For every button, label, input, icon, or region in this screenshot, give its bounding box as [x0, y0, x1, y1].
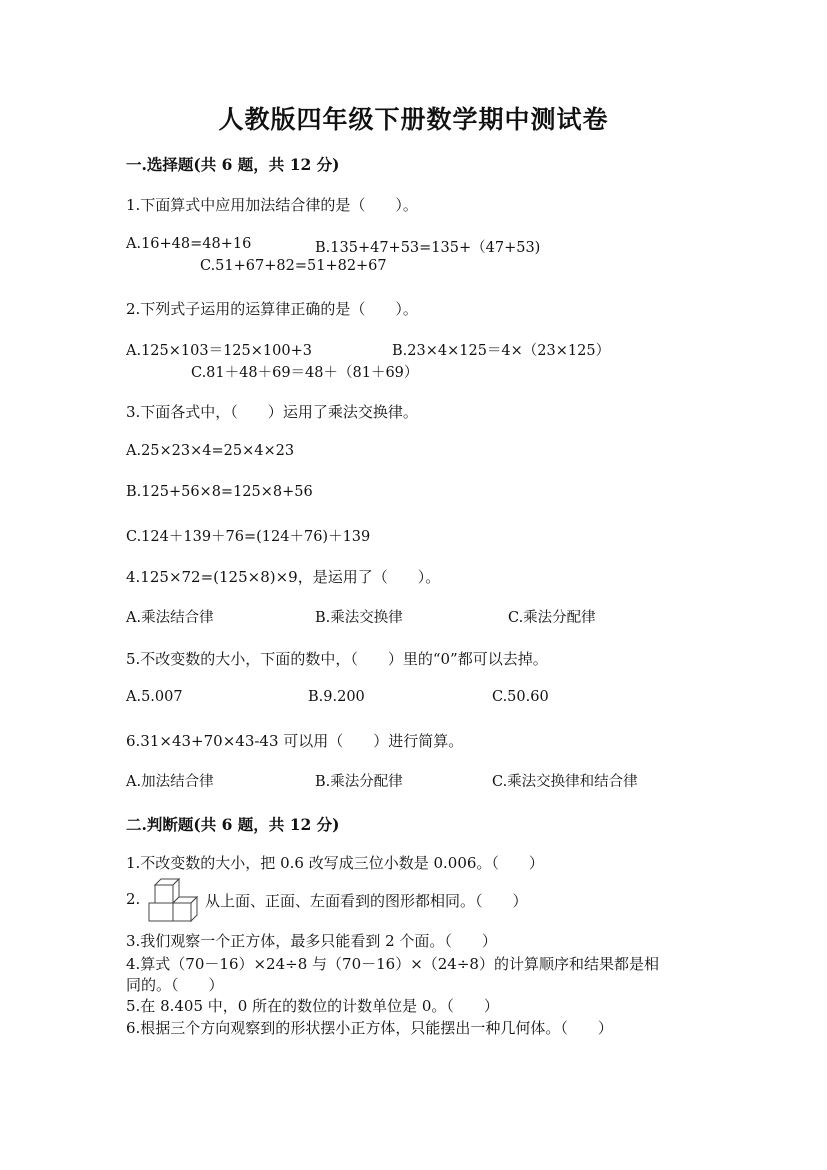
- question-5: 5.不改变数的大小，下面的数中，（ ）里的“0”都可以去掉。: [126, 650, 548, 668]
- q6-option-b: B.乘法分配律: [315, 774, 403, 790]
- q2-option-b: B.23×4×125＝4×（23×125）: [392, 343, 611, 359]
- judgment-item-1: 1.不改变数的大小，把 0.6 改写成三位小数是 0.006。（ ）: [126, 854, 544, 872]
- q1-option-b: B.135+47+53=135+（47+53): [315, 240, 541, 256]
- section-heading-choice: 一.选择题(共 6 题，共 12 分): [126, 155, 340, 174]
- q5-option-b: B.9.200: [308, 689, 365, 705]
- q6-option-a: A.加法结合律: [126, 774, 214, 790]
- q2-option-c: C.81＋48＋69＝48＋（81＋69）: [191, 365, 419, 381]
- judgment-item-4-line-1: 4.算式（70－16）×24÷8 与（70－16）×（24÷8）的计算顺序和结果都是相: [126, 955, 659, 973]
- q6-option-c: C.乘法交换律和结合律: [492, 774, 638, 790]
- q1-option-a: A.16+48=48+16: [126, 236, 252, 252]
- q5-option-a: A.5.007: [126, 689, 183, 705]
- q4-option-a: A.乘法结合律: [126, 610, 214, 626]
- q5-option-c: C.50.60: [492, 689, 549, 705]
- question-4: 4.125×72=(125×8)×9，是运用了（ ）。: [126, 568, 441, 586]
- q2-option-a: A.125×103＝125×100+3: [126, 343, 312, 359]
- q4-option-b: B.乘法交换律: [315, 610, 403, 626]
- judgment-item-4-line-2: 同的。（ ）: [126, 976, 224, 994]
- question-2: 2.下列式子运用的运算律正确的是（ ）。: [126, 300, 418, 318]
- q4-option-c: C.乘法分配律: [508, 610, 596, 626]
- q1-option-c: C.51+67+82=51+82+67: [200, 258, 387, 274]
- q3-option-b: B.125+56×8=125×8+56: [126, 484, 313, 500]
- judgment-item-6: 6.根据三个方向观察到的形状摆小正方体，只能摆出一种几何体。（ ）: [126, 1019, 613, 1037]
- q3-option-a: A.25×23×4=25×4×23: [126, 443, 295, 459]
- page-title: 人教版四年级下册数学期中测试卷: [218, 105, 609, 134]
- question-6: 6.31×43+70×43-43 可以用（ ）进行简算。: [126, 732, 464, 750]
- stacked-cubes-icon: [143, 874, 201, 928]
- judgment-item-2: 从上面、正面、左面看到的图形都相同。（ ）: [205, 892, 528, 910]
- judgment-item-5: 5.在 8.405 中，0 所在的数位的计数单位是 0。（ ）: [126, 997, 499, 1015]
- judgment-item-3: 3.我们观察一个正方体，最多只能看到 2 个面。（ ）: [126, 932, 497, 950]
- q3-option-c: C.124＋139＋76=(124＋76)＋139: [126, 529, 371, 545]
- judgment-item-2-number: 2.: [126, 890, 141, 908]
- question-3: 3.下面各式中，（ ）运用了乘法交换律。: [126, 403, 418, 421]
- section-heading-judgment: 二.判断题(共 6 题，共 12 分): [126, 815, 340, 834]
- question-1: 1.下面算式中应用加法结合律的是（ ）。: [126, 196, 418, 214]
